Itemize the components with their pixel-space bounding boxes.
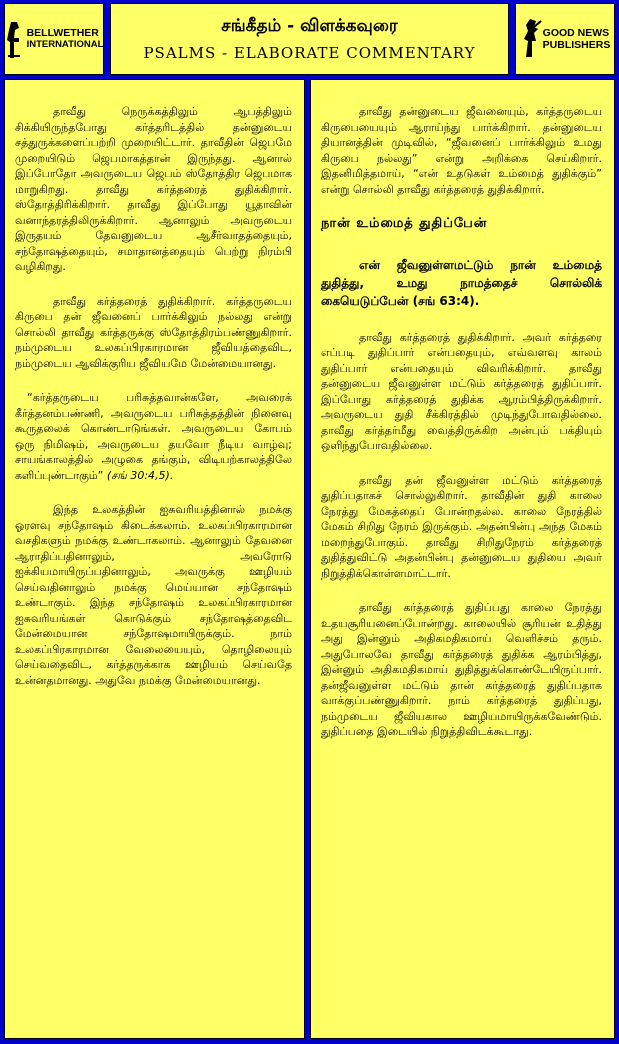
key-verse: என் ஜீவனுள்ளமட்டும் நான் உம்மைத் துதித்து, உமது நாமத்தைச் சொல்லிக் கையெடுப்பேன் (சங் 63:4).: [321, 257, 602, 308]
good-news-line2: PUBLISHERS: [542, 39, 611, 51]
quote-reference: (சங் 30:4,5).: [106, 468, 174, 482]
left-paragraph-3: இந்த உலகத்தின் ஐசுவரியத்தினால் நமக்கு ஓரளவு சந்தோஷம் கிடைக்கலாம். உலகப்பிரகாரமான வசதிகளும் நமக்கு உண்டாகலாம். ஆனாலும் தேவனை ஆராதிப்பதினாலும், அவரோடு ஐக்கியமாயிருப்பதினாலும், அவருக்கு ஊழியம் செய்வதினாலும் நமக்கு மெய்யான சந்தோஷம் உண்டாகும். இந்த சந்தோஷம் உலகப்பிரகாரமான ஐசுவரியங்கள் கொடுக்கும் சந்தோஷத்தைவிட மேன்மையான சந்தோஷமாயிருக்கும். நாம் உலகப்பிரகாரமான வேலையையும், தொழிலையும் செய்வதைவிட, கர்த்தருக்காக ஊழியம் செய்வதே உன்னதமானது. அதுவே நமக்கு மேன்மையானது.: [15, 503, 292, 687]
bellwether-logo: [5, 18, 104, 60]
bellwether-logo-box: [4, 3, 104, 75]
right-column: [310, 79, 615, 1039]
right-paragraph-3: தாவீது தன் ஜீவனுள்ள மட்டும் கர்த்தரைத் துதிப்பதாகச் சொல்லுகிறார். தாவீதின் துதி காலை நேரத்து மேகத்தைப் போன்றதல்ல. காலை நேரத்தில் மேகம் சிறிது நேரம் இருக்கும். அதன்பின்பு அந்த மேகம் மறைந்துபோகும். தாவீது சிறிதுநேரம் கர்த்தரைத் துதித்துவிட்டு அதன்பின்பு தன்னுடைய துதியை அவர் நிறுத்திக்கொள்ளமாட்டார்.: [321, 473, 602, 580]
left-column: [4, 79, 305, 1039]
good-news-logo-box: [515, 3, 615, 75]
quote-text: “கர்த்தருடைய பரிசுத்தவான்களே, அவரைக் கீர்த்தனம்பண்ணி, அவருடைய பரிசுத்தத்தின் நினைவு கூருதலைக் கொண்டாடுங்கள். அவருடைய கோபம் ஒரு நிமிஷம், அவருடைய தயவோ நீடிய வாழ்வு; சாயங்காலத்தில் அழுகை தங்கும், விடியற்காலத்திலே களிப்புண்டாகும்”: [15, 391, 292, 482]
bellwether-line2: INTERNATIONAL: [26, 39, 104, 50]
header: [4, 3, 615, 75]
left-paragraph-2: தாவீது கர்த்தரைத் துதிக்கிறார். கர்த்தருடைய கிருபை தன் ஜீவனைப் பார்க்கிலும் நல்லது என்று சொல்லி தாவீது கர்த்தருக்கு ஸ்தோத்திரம்பண்ணுகிறார். நம்முடைய உலகப்பிரகாரமான ஜீவியத்தைவிட, நம்முடைய ஆவிக்குரிய ஜீவியமே மேன்மையானது.: [15, 294, 292, 370]
bellwether-icon: [5, 18, 25, 60]
good-news-line1: GOOD NEWS: [542, 27, 610, 39]
title-box: [110, 3, 509, 75]
right-paragraph-4: தாவீது கர்த்தரைத் துதிப்பது காலை நேரத்து உதயசூரியனைப்போன்றது. காலையில் சூரியன் உதித்து அது இன்னும் அதிகமதிகமாய் வெளிச்சம் தரும். அதுபோலவே தாவீது கர்த்தரைத் துதிக்க ஆரம்பித்து, இன்னும் அதிகமதிகமாய் துதித்துக்கொண்டேயிருப்பார். தன்ஜீவனுள்ள மட்டும் தான் கர்த்தரைத் துதிப்பதாக வாக்குப்பண்ணுகிறார். நாம் கர்த்தரைத் துதிப்பது, நம்முடைய ஜீவியகால ஊழியமாயிருக்கவேண்டும். துதிப்பதை இடையில் நிறுத்திவிடக்கூடாது.: [321, 601, 602, 738]
title-english: PSALMS - ELABORATE COMMENTARY: [143, 44, 476, 62]
trumpet-angel-icon: [520, 17, 542, 61]
section-heading: நான் உம்மைத் துதிப்பேன்: [321, 216, 488, 231]
scripture-quote: [15, 390, 292, 483]
good-news-logo: [520, 17, 611, 61]
bellwether-line1: BELLWETHER: [26, 27, 99, 39]
right-paragraph-2: தாவீது கர்த்தரைத் துதிக்கிறார். அவர் கர்த்தரை எப்படி துதிப்பார் என்பதையும், எவ்வளவு காலம் துதிப்பார் என்பதையும் விவரிக்கிறார். தாவீது தன்னுடைய ஜீவனுள்ள மட்டும் கர்த்தரைத் துதிப்பார். இப்போது கர்த்தரைத் துதிக்க ஆரம்பித்திருக்கிறார். அவருடைய துதி சீக்கிரத்தில் முடிந்துபோவதில்லை. தாவீது கர்த்தர்மீது வைத்திருக்கிற அன்பும் பக்தியும் ஒளிந்துபோவதில்லை.: [321, 330, 602, 452]
title-tamil: சங்கீதம் - விளக்கவுரை: [221, 16, 398, 36]
right-paragraph-1: தாவீது தன்னுடைய ஜீவனையும், கர்த்தருடைய கிருபையையும் ஆராய்ந்து பார்க்கிறார். தன்னுடைய தியானத்தின் முடிவில், “ஜீவனைப் பார்க்கிலும் உமது கிருபை நல்லது” என்று அறிக்கை செய்கிறார். இதனிமித்தமாய், “என் உதடுகள் உம்மைத் துதிக்கும்” என்று சொல்லி தாவீது கர்த்தரைத் துதிக்கிறார்.: [321, 105, 602, 196]
left-paragraph-1: தாவீது நெருக்கத்திலும் ஆபத்திலும் சிக்கியிருந்தபோது கர்த்தரிடத்தில் தன்னுடைய சத்துருக்களைப்பற்றி முறையிட்டார். தாவீதின் ஜெபமே முறையிடும் ஜெபமாகத்தான் இருந்தது. ஆனால் இப்போதோ அவருடைய ஜெபம் ஸ்தோத்திர ஜெபமாக மாறுகிறது. தாவீது கர்த்தரைத் துதிக்கிறார். ஸ்தோத்திரிக்கிறார். தாவீது இப்போது யூதாவின் வனாந்தரத்திலிருக்கிறார். ஆனாலும் அவருடைய இருதயம் தேவனுடைய ஆசீர்வாதத்தையும், சந்தோஷத்தையும், சமாதானத்தையும் பெற்று நிரம்பி வழிகிறது.: [15, 105, 292, 273]
